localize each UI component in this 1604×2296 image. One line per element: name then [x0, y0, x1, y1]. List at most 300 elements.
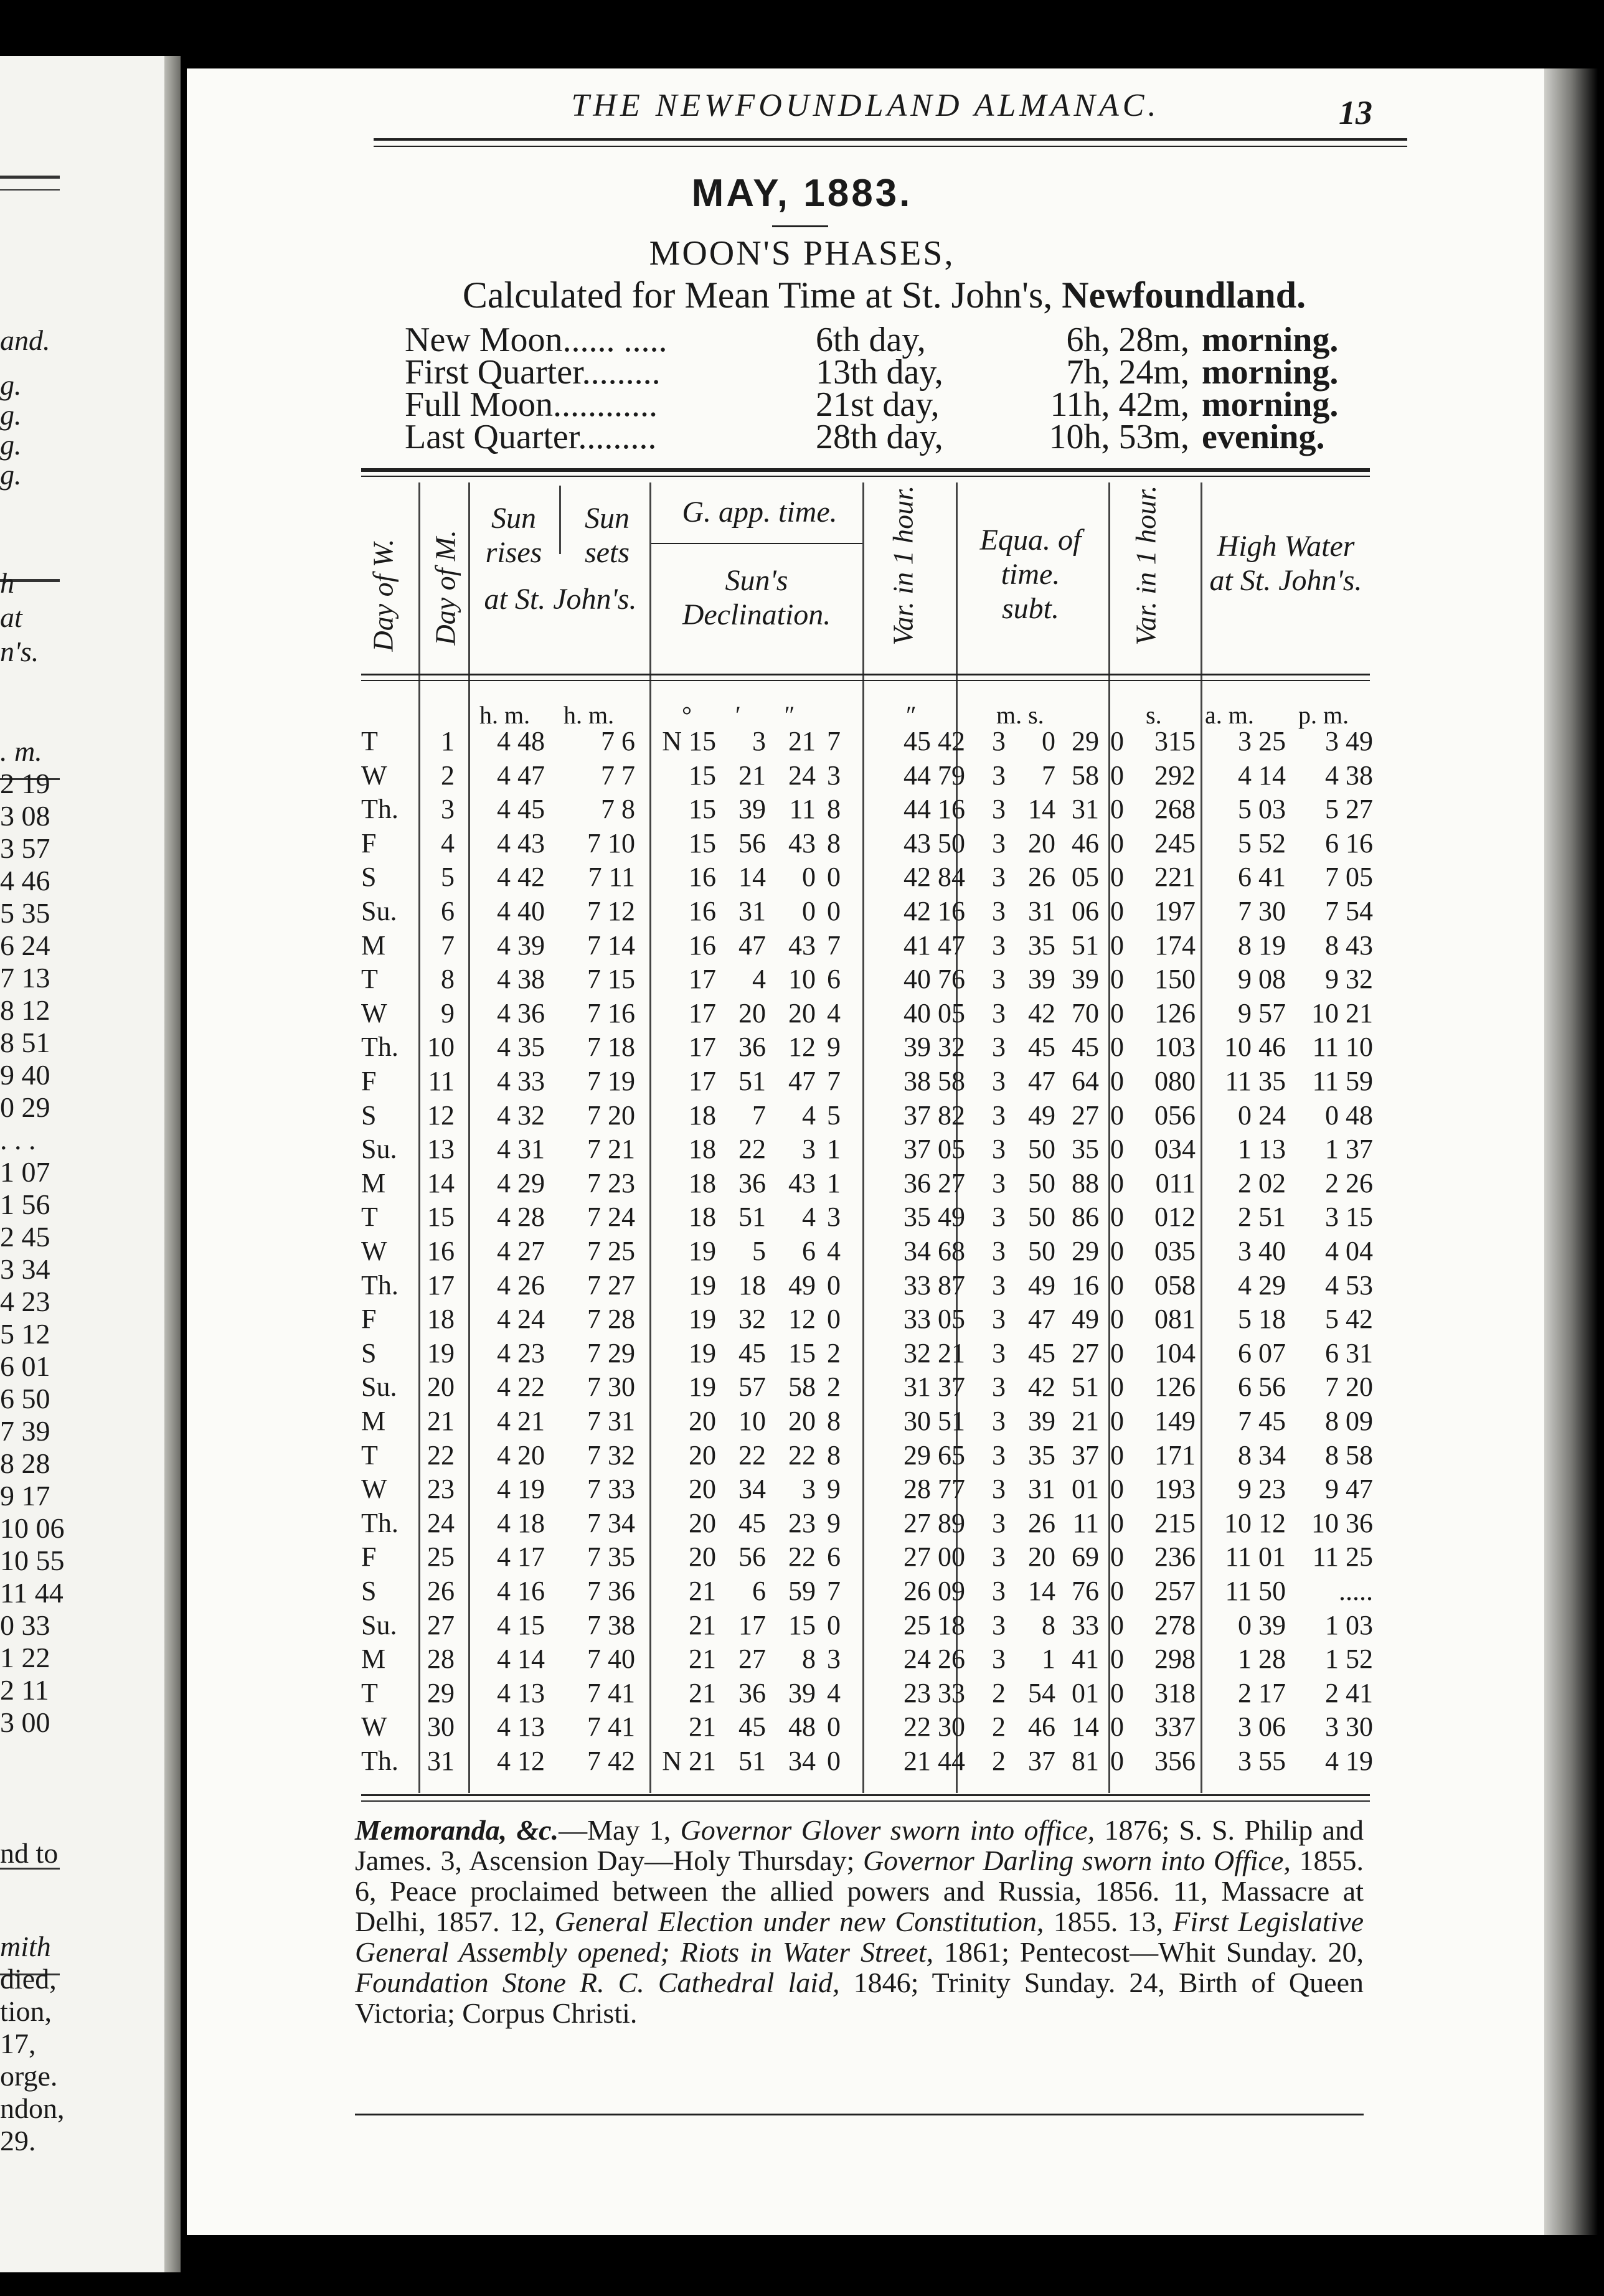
- book-spine: [164, 56, 181, 2272]
- high-water-am-cell: 5 52: [1238, 827, 1286, 859]
- declination-degrees-cell: 16: [689, 862, 716, 893]
- phase-time: 10h, 53m,: [1049, 418, 1189, 456]
- declination-degrees-cell: 21: [689, 1644, 716, 1675]
- declination-seconds-cell: 10: [788, 964, 816, 995]
- day-of-week-cell: W: [361, 1236, 387, 1266]
- declination-degrees-cell: 19: [689, 1269, 716, 1301]
- declination-tenths-cell: 6: [827, 1541, 841, 1573]
- sun-rise-time-cell: 4 38: [497, 964, 545, 995]
- memoranda-text: 1846; Trinity Sunday. 24, Birth of Queen Victoria; Corpus Christi.: [355, 1967, 1364, 2029]
- facing-page-text: . . .: [0, 1124, 36, 1155]
- equation-seconds-cell: 1: [1042, 1644, 1055, 1675]
- equation-variation-cell: 337: [1154, 1711, 1196, 1743]
- declination-minutes-cell: 51: [738, 1202, 766, 1233]
- declination-tenths-cell: 8: [827, 1439, 841, 1470]
- equation-var-units-cell: 0: [1110, 827, 1124, 859]
- equation-seconds-cell: 54: [1028, 1677, 1055, 1708]
- day-of-week-cell: F: [361, 1066, 377, 1096]
- high-water-am-cell: 11 01: [1225, 1541, 1286, 1573]
- facing-page-text: 11 44: [0, 1577, 64, 1609]
- declination-minutes-cell: 7: [752, 1099, 766, 1131]
- equation-seconds-cell: 26: [1028, 1507, 1055, 1538]
- equation-minutes-cell: 3: [992, 1167, 1006, 1198]
- sun-set-time-cell: 7 32: [587, 1439, 635, 1470]
- header-sun-sets: Sun sets: [585, 502, 630, 570]
- declination-variation-cell: 40 05: [903, 997, 965, 1028]
- memoranda-text: 1855. 13,: [1044, 1906, 1173, 1937]
- declination-minutes-cell: 47: [738, 929, 766, 961]
- header-sun-rises: Sun rises: [485, 502, 542, 570]
- day-of-week-cell: T: [361, 1439, 378, 1470]
- high-water-am-cell: 3 55: [1238, 1746, 1286, 1776]
- declination-seconds-cell: 12: [788, 1032, 816, 1063]
- high-water-pm-cell: 7 20: [1325, 1371, 1373, 1403]
- sun-rise-time-cell: 4 20: [497, 1439, 545, 1470]
- high-water-am-cell: 9 57: [1238, 997, 1286, 1028]
- equation-seconds-cell: 50: [1028, 1167, 1055, 1198]
- declination-seconds-cell: 22: [788, 1541, 816, 1573]
- equation-seconds-cell: 49: [1028, 1099, 1055, 1131]
- equation-seconds-cell: 20: [1028, 1541, 1055, 1573]
- header-var-in-hour: Var. in 1 hour.: [887, 485, 919, 646]
- equation-variation-cell: 197: [1154, 896, 1196, 926]
- high-water-pm-cell: 1 37: [1325, 1134, 1373, 1165]
- equation-variation-cell: 257: [1154, 1576, 1196, 1606]
- day-of-month-cell: 22: [427, 1439, 455, 1470]
- declination-seconds-cell: 20: [788, 1406, 816, 1436]
- equation-var-units-cell: 0: [1110, 1541, 1124, 1573]
- table-bottom-rule: [361, 1794, 1370, 1796]
- day-of-month-cell: 27: [427, 1609, 455, 1640]
- day-of-week-cell: W: [361, 1711, 387, 1743]
- declination-tenths-cell: 7: [827, 726, 841, 756]
- declination-variation-cell: 32 21: [903, 1337, 965, 1368]
- equation-hundredths-cell: 27: [1072, 1099, 1099, 1131]
- declination-degrees-cell: 15: [689, 827, 716, 859]
- facing-page-text: g.: [0, 429, 22, 461]
- high-water-am-cell: 3 40: [1238, 1236, 1286, 1266]
- sun-set-time-cell: 7 12: [587, 896, 635, 926]
- equation-var-units-cell: 0: [1110, 1269, 1124, 1301]
- declination-seconds-cell: 8: [802, 1644, 816, 1675]
- declination-seconds-cell: 12: [788, 1304, 816, 1335]
- equation-var-units-cell: 0: [1110, 1236, 1124, 1266]
- high-water-pm-cell: 1 52: [1325, 1644, 1373, 1675]
- declination-seconds-cell: 23: [788, 1507, 816, 1538]
- declination-seconds-cell: 15: [788, 1337, 816, 1368]
- declination-seconds-cell: 21: [788, 726, 816, 756]
- declination-variation-cell: 26 09: [903, 1576, 965, 1606]
- equation-seconds-cell: 47: [1028, 1066, 1055, 1096]
- declination-seconds-cell: 43: [788, 1167, 816, 1198]
- sun-set-time-cell: 7 40: [587, 1644, 635, 1675]
- declination-degrees-cell: 20: [689, 1507, 716, 1538]
- declination-degrees-cell: 20: [689, 1474, 716, 1505]
- sun-set-time-cell: 7 27: [587, 1269, 635, 1301]
- sun-set-time-cell: 7 21: [587, 1134, 635, 1165]
- sun-rise-time-cell: 4 47: [497, 760, 545, 791]
- equation-variation-cell: 058: [1154, 1269, 1196, 1301]
- facing-page-text: 6 01: [0, 1350, 50, 1382]
- equation-hundredths-cell: 31: [1072, 794, 1099, 825]
- declination-variation-cell: 34 68: [903, 1236, 965, 1266]
- moon-phases-heading: MOON'S PHASES,: [649, 234, 955, 273]
- day-of-month-cell: 3: [441, 794, 455, 825]
- declination-variation-cell: 44 79: [903, 760, 965, 791]
- sun-rise-time-cell: 4 39: [497, 929, 545, 961]
- declination-minutes-cell: 51: [738, 1066, 766, 1096]
- equation-variation-cell: 215: [1154, 1507, 1196, 1538]
- table-top-rule: [361, 476, 1370, 477]
- equation-variation-cell: 149: [1154, 1406, 1196, 1436]
- sun-set-time-cell: 7 38: [587, 1609, 635, 1640]
- facing-page-text: 4 46: [0, 865, 50, 896]
- high-water-pm-cell: 10 21: [1311, 997, 1373, 1028]
- calculation-note: [367, 274, 1401, 317]
- day-of-week-cell: T: [361, 964, 378, 995]
- high-water-am-cell: 11 50: [1225, 1576, 1286, 1606]
- equation-variation-cell: 315: [1154, 726, 1196, 756]
- declination-degrees-cell: 20: [689, 1406, 716, 1436]
- declination-variation-cell: 44 16: [903, 794, 965, 825]
- declination-variation-cell: 31 37: [903, 1371, 965, 1403]
- sun-set-time-cell: 7 36: [587, 1576, 635, 1606]
- declination-minutes-cell: 36: [738, 1167, 766, 1198]
- declination-seconds-cell: 47: [788, 1066, 816, 1096]
- declination-minutes-cell: 32: [738, 1304, 766, 1335]
- declination-minutes-cell: 22: [738, 1134, 766, 1165]
- declination-tenths-cell: 6: [827, 964, 841, 995]
- phase-period: morning.: [1202, 353, 1339, 392]
- phase-period: evening.: [1202, 418, 1325, 456]
- high-water-am-cell: 1 28: [1238, 1644, 1286, 1675]
- equation-minutes-cell: 3: [992, 1507, 1006, 1538]
- high-water-pm-cell: 11 25: [1312, 1541, 1373, 1573]
- sun-rise-time-cell: 4 14: [497, 1644, 545, 1675]
- declination-degrees-cell: 17: [689, 1066, 716, 1096]
- declination-minutes-cell: 20: [738, 997, 766, 1028]
- equation-variation-cell: 268: [1154, 794, 1196, 825]
- day-of-week-cell: W: [361, 997, 387, 1028]
- equation-var-units-cell: 0: [1110, 862, 1124, 893]
- declination-degrees-cell: 18: [689, 1099, 716, 1131]
- sun-set-time-cell: 7 16: [587, 997, 635, 1028]
- equation-minutes-cell: 3: [992, 997, 1006, 1028]
- day-of-month-cell: 9: [441, 997, 455, 1028]
- header-high-water: High Water at St. John's.: [1209, 530, 1362, 598]
- equation-hundredths-cell: 29: [1072, 1236, 1099, 1266]
- declination-tenths-cell: 4: [827, 997, 841, 1028]
- declination-seconds-cell: 15: [788, 1609, 816, 1640]
- equation-hundredths-cell: 86: [1072, 1202, 1099, 1233]
- equation-minutes-cell: 3: [992, 1371, 1006, 1403]
- declination-minutes-cell: 39: [738, 794, 766, 825]
- equation-var-units-cell: 0: [1110, 1337, 1124, 1368]
- declination-tenths-cell: 8: [827, 827, 841, 859]
- sun-rise-time-cell: 4 17: [497, 1541, 545, 1573]
- equation-hundredths-cell: 11: [1072, 1507, 1099, 1538]
- sun-set-time-cell: 7 19: [587, 1066, 635, 1096]
- column-divider: [1201, 482, 1202, 1793]
- high-water-am-cell: 3 06: [1238, 1711, 1286, 1743]
- equation-hundredths-cell: 01: [1072, 1474, 1099, 1505]
- equation-var-units-cell: 0: [1110, 997, 1124, 1028]
- high-water-am-cell: 0 39: [1238, 1609, 1286, 1640]
- declination-variation-cell: 28 77: [903, 1474, 965, 1505]
- declination-variation-cell: 33 05: [903, 1304, 965, 1335]
- declination-variation-cell: 36 27: [903, 1167, 965, 1198]
- phase-name: Full Moon............: [405, 385, 658, 424]
- phase-name: Last Quarter.........: [405, 418, 657, 456]
- column-divider: [649, 482, 651, 1793]
- running-title: THE NEWFOUNDLAND ALMANAC.: [571, 88, 1160, 123]
- declination-tenths-cell: 3: [827, 1202, 841, 1233]
- declination-minutes-cell: 27: [738, 1644, 766, 1675]
- declination-minutes-cell: 36: [738, 1677, 766, 1708]
- high-water-am-cell: 6 56: [1238, 1371, 1286, 1403]
- equation-seconds-cell: 31: [1028, 1474, 1055, 1505]
- header-bottom-rule: [361, 680, 1370, 681]
- equation-variation-cell: 034: [1154, 1134, 1196, 1165]
- equation-var-units-cell: 0: [1110, 1576, 1124, 1606]
- declination-minutes-cell: 36: [738, 1032, 766, 1063]
- sun-set-time-cell: 7 31: [587, 1406, 635, 1436]
- declination-variation-cell: 39 32: [903, 1032, 965, 1063]
- equation-var-units-cell: 0: [1110, 1134, 1124, 1165]
- day-of-week-cell: F: [361, 1541, 377, 1573]
- high-water-am-cell: 7 30: [1238, 896, 1286, 926]
- equation-seconds-cell: 42: [1028, 997, 1055, 1028]
- equation-variation-cell: 035: [1154, 1236, 1196, 1266]
- declination-seconds-cell: 49: [788, 1269, 816, 1301]
- equation-minutes-cell: 3: [992, 964, 1006, 995]
- high-water-am-cell: 5 18: [1238, 1304, 1286, 1335]
- declination-degrees-cell: 18: [689, 1167, 716, 1198]
- sun-rise-time-cell: 4 12: [497, 1746, 545, 1776]
- header-declination: Sun's Declination.: [682, 564, 831, 632]
- declination-degrees-cell: 17: [689, 997, 716, 1028]
- sun-set-time-cell: 7 25: [587, 1236, 635, 1266]
- memoranda-text: 1876; S. S. Philip and James. 3, Ascension Day—Holy Thursday;: [355, 1814, 1364, 1876]
- memoranda-italic-text: First Legislative General Assembly opened; Riots in Water Street,: [355, 1906, 1364, 1968]
- equation-variation-cell: 193: [1154, 1474, 1196, 1505]
- declination-tenths-cell: 0: [827, 1746, 841, 1776]
- facing-page-text: 1 22: [0, 1642, 50, 1673]
- equation-hundredths-cell: 33: [1072, 1609, 1099, 1640]
- memoranda-italic-text: Governor Darling sworn into Office,: [862, 1845, 1291, 1876]
- high-water-pm-cell: 11 10: [1312, 1032, 1373, 1063]
- equation-var-units-cell: 0: [1110, 1711, 1124, 1743]
- equation-seconds-cell: 50: [1028, 1236, 1055, 1266]
- day-of-month-cell: 28: [427, 1644, 455, 1675]
- declination-minutes-cell: 4: [752, 964, 766, 995]
- phase-time: 11h, 42m,: [1050, 385, 1189, 424]
- high-water-am-cell: 6 41: [1238, 862, 1286, 893]
- phase-name: New Moon...... .....: [405, 321, 668, 359]
- sun-set-time-cell: 7 18: [587, 1032, 635, 1063]
- declination-seconds-cell: 58: [788, 1371, 816, 1403]
- declination-minutes-cell: 34: [738, 1474, 766, 1505]
- high-water-am-cell: 10 12: [1224, 1507, 1286, 1538]
- equation-hundredths-cell: 81: [1072, 1746, 1099, 1776]
- equation-minutes-cell: 3: [992, 1644, 1006, 1675]
- high-water-pm-cell: 9 47: [1325, 1474, 1373, 1505]
- equation-var-units-cell: 0: [1110, 1746, 1124, 1776]
- facing-page-text: 9 40: [0, 1059, 50, 1091]
- high-water-pm-cell: 5 42: [1325, 1304, 1373, 1335]
- high-water-pm-cell: 5 27: [1325, 794, 1373, 825]
- equation-minutes-cell: 3: [992, 726, 1006, 756]
- declination-degrees-cell: 21: [689, 1609, 716, 1640]
- equation-hundredths-cell: 35: [1072, 1134, 1099, 1165]
- day-of-week-cell: T: [361, 726, 378, 756]
- equation-minutes-cell: 3: [992, 1576, 1006, 1606]
- sun-rise-time-cell: 4 13: [497, 1711, 545, 1743]
- facing-page-text: 10 55: [0, 1545, 65, 1576]
- day-of-week-cell: S: [361, 1099, 377, 1131]
- sun-rise-time-cell: 4 42: [497, 862, 545, 893]
- equation-minutes-cell: 3: [992, 1406, 1006, 1436]
- sun-rise-time-cell: 4 40: [497, 896, 545, 926]
- equation-seconds-cell: 14: [1028, 794, 1055, 825]
- equation-seconds-cell: 0: [1042, 726, 1055, 756]
- sun-set-time-cell: 7 10: [587, 827, 635, 859]
- high-water-pm-cell: 4 04: [1325, 1236, 1373, 1266]
- declination-tenths-cell: 1: [827, 1134, 841, 1165]
- declination-seconds-cell: 6: [802, 1236, 816, 1266]
- day-of-month-cell: 30: [427, 1711, 455, 1743]
- declination-minutes-cell: 3: [752, 726, 766, 756]
- equation-variation-cell: 011: [1155, 1167, 1196, 1198]
- phase-day: 6th day,: [816, 321, 926, 359]
- sun-rise-time-cell: 4 23: [497, 1337, 545, 1368]
- declination-degrees-cell: 16: [689, 896, 716, 926]
- sun-set-time-cell: 7 33: [587, 1474, 635, 1505]
- phase-day: 28th day,: [816, 418, 943, 456]
- declination-degrees-cell: 15: [689, 760, 716, 791]
- equation-hundredths-cell: 58: [1072, 760, 1099, 791]
- equation-seconds-cell: 35: [1028, 929, 1055, 961]
- facing-page-text: nd to: [0, 1837, 59, 1869]
- sun-set-time-cell: 7 8: [601, 794, 635, 825]
- high-water-am-cell: 11 35: [1225, 1066, 1286, 1096]
- sun-rise-time-cell: 4 21: [497, 1406, 545, 1436]
- facing-page-text: and.: [0, 324, 50, 356]
- equation-hundredths-cell: 37: [1072, 1439, 1099, 1470]
- sun-set-time-cell: 7 30: [587, 1371, 635, 1403]
- equation-seconds-cell: 50: [1028, 1202, 1055, 1233]
- facing-page-text: died,: [0, 1963, 57, 1995]
- memoranda-text: 1861; Pentecost—Whit Sunday. 20,: [933, 1936, 1364, 1968]
- day-of-month-cell: 14: [427, 1167, 455, 1198]
- equation-var-units-cell: 0: [1110, 1066, 1124, 1096]
- facing-page-text: 1 56: [0, 1188, 50, 1220]
- equation-variation-cell: 126: [1154, 997, 1196, 1028]
- sun-rise-time-cell: 4 33: [497, 1066, 545, 1096]
- declination-tenths-cell: 1: [827, 1167, 841, 1198]
- sun-rise-time-cell: 4 29: [497, 1167, 545, 1198]
- declination-tenths-cell: 9: [827, 1507, 841, 1538]
- declination-minutes-cell: 17: [738, 1609, 766, 1640]
- equation-hundredths-cell: 14: [1072, 1711, 1099, 1743]
- equation-var-units-cell: 0: [1110, 1644, 1124, 1675]
- declination-tenths-cell: 0: [827, 1269, 841, 1301]
- declination-tenths-cell: 2: [827, 1371, 841, 1403]
- high-water-am-cell: 8 19: [1238, 929, 1286, 961]
- equation-var-units-cell: 0: [1110, 1167, 1124, 1198]
- equation-var-units-cell: 0: [1110, 964, 1124, 995]
- equation-variation-cell: 292: [1154, 760, 1196, 791]
- declination-degrees-cell: N 15: [662, 726, 716, 756]
- facing-page-text: mith: [0, 1931, 51, 1962]
- declination-tenths-cell: 4: [827, 1677, 841, 1708]
- day-of-month-cell: 24: [427, 1507, 455, 1538]
- equation-hundredths-cell: 51: [1072, 1371, 1099, 1403]
- sun-rise-time-cell: 4 24: [497, 1304, 545, 1335]
- equation-variation-cell: 174: [1154, 929, 1196, 961]
- day-of-week-cell: F: [361, 827, 377, 859]
- high-water-am-cell: 2 02: [1238, 1167, 1286, 1198]
- phase-day: 13th day,: [816, 353, 943, 392]
- equation-var-units-cell: 0: [1110, 1371, 1124, 1403]
- day-of-week-cell: M: [361, 1644, 386, 1675]
- high-water-pm-cell: 6 31: [1325, 1337, 1373, 1368]
- declination-degrees-cell: 17: [689, 1032, 716, 1063]
- equation-hundredths-cell: 45: [1072, 1032, 1099, 1063]
- high-water-am-cell: 8 34: [1238, 1439, 1286, 1470]
- sun-set-time-cell: 7 41: [587, 1711, 635, 1743]
- declination-variation-cell: 40 76: [903, 964, 965, 995]
- equation-hundredths-cell: 05: [1072, 862, 1099, 893]
- high-water-pm-cell: 4 53: [1325, 1269, 1373, 1301]
- facing-page-text: 29.: [0, 2125, 36, 2157]
- facing-page-text: 3 34: [0, 1253, 50, 1285]
- declination-minutes-cell: 10: [738, 1406, 766, 1436]
- sun-rise-time-cell: 4 36: [497, 997, 545, 1028]
- equation-hundredths-cell: 49: [1072, 1304, 1099, 1335]
- high-water-pm-cell: 4 19: [1325, 1746, 1373, 1776]
- equation-minutes-cell: 3: [992, 1032, 1006, 1063]
- equation-var-units-cell: 0: [1110, 1507, 1124, 1538]
- day-of-month-cell: 11: [428, 1066, 455, 1096]
- facing-page-text: 0 29: [0, 1091, 50, 1123]
- day-of-month-cell: 31: [427, 1746, 455, 1776]
- day-of-week-cell: M: [361, 1167, 386, 1198]
- declination-minutes-cell: 45: [738, 1337, 766, 1368]
- declination-degrees-cell: 18: [689, 1202, 716, 1233]
- header-var-in-hour-2: Var. in 1 hour.: [1130, 485, 1162, 646]
- declination-minutes-cell: 45: [738, 1507, 766, 1538]
- facing-page-text: 10 06: [0, 1512, 65, 1544]
- declination-degrees-cell: 21: [689, 1711, 716, 1743]
- facing-page-text: . m.: [0, 735, 42, 767]
- equation-variation-cell: 150: [1154, 964, 1196, 995]
- equation-seconds-cell: 35: [1028, 1439, 1055, 1470]
- equation-variation-cell: 245: [1154, 827, 1196, 859]
- declination-seconds-cell: 24: [788, 760, 816, 791]
- equation-minutes-cell: 3: [992, 1099, 1006, 1131]
- day-of-week-cell: Su.: [361, 1609, 397, 1640]
- sun-set-time-cell: 7 35: [587, 1541, 635, 1573]
- equation-var-units-cell: 0: [1110, 896, 1124, 926]
- equation-seconds-cell: 39: [1028, 1406, 1055, 1436]
- declination-variation-cell: 37 82: [903, 1099, 965, 1131]
- day-of-week-cell: Th.: [361, 794, 399, 825]
- sun-set-time-cell: 7 20: [587, 1099, 635, 1131]
- sun-set-time-cell: 7 11: [588, 862, 635, 893]
- equation-seconds-cell: 14: [1028, 1576, 1055, 1606]
- table-bottom-rule: [361, 1800, 1370, 1802]
